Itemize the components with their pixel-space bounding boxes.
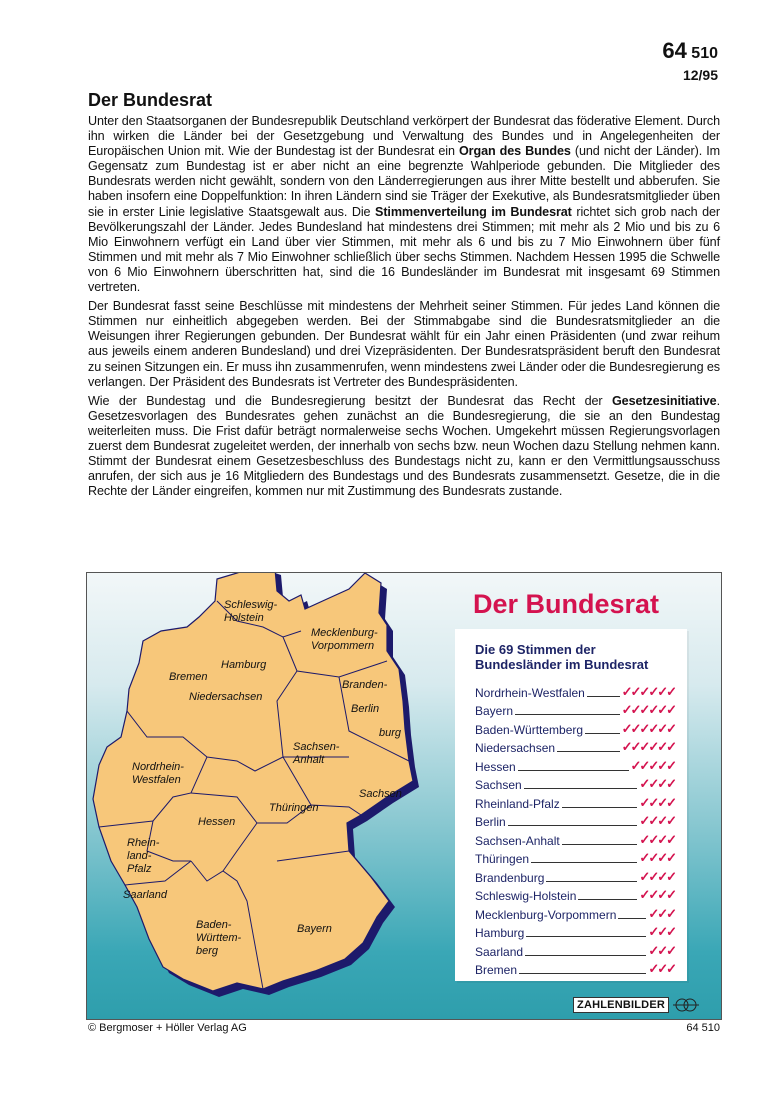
votes-title-line2: Bundesländer im Bundesrat (475, 657, 649, 672)
leader-line (585, 733, 620, 734)
votes-row (475, 755, 675, 774)
leader-line (562, 844, 638, 845)
vote-check-icons: ✓✓✓ (648, 905, 675, 921)
state-name: Sachsen (475, 778, 522, 792)
vote-check-icons: ✓✓✓✓✓✓ (621, 720, 675, 736)
votes-card-title (475, 642, 648, 672)
map-label: Sachsen- Anhalt (293, 741, 340, 766)
votes-title-line1: Die 69 Stimmen der (475, 642, 596, 657)
map-label: Bayern (297, 923, 332, 935)
paragraph-text: Der Bundesrat fasst seine Beschlüsse mit mindestens der Mehrheit seiner Stimmen. Für jedes Land können die Stimmen nur einheitlich abgegeben werden. Bei der Stimmabgabe sind die Bundesratsmitglieder an die Weisungen ihrer Regierungen gebunden. Der Bundesrat wählt für ein Jahr einen Präsidenten (und zwar reihum aus jeweils einem anderen Bundesland) und drei Vizepräsidenten. Der Bundesratspräsident beruft den Bundesrat zu seinen Sitzungen ein. Er muss ihn zusammenrufen, wenn mindestens zwei Länder oder die Bundesregierung es verlangen. Der Präsident des Bundesrats ist Vertreter des Bundespräsidenten. (88, 299, 720, 389)
state-name: Baden-Württemberg (475, 722, 584, 737)
leader-line (526, 936, 646, 937)
map-label: Hessen (198, 816, 236, 828)
votes-row (475, 903, 675, 922)
zahlenbilder-logo-icon (673, 998, 699, 1012)
state-name: Hessen (475, 759, 516, 774)
article-paragraph (88, 394, 720, 500)
votes-row (475, 811, 675, 830)
article-paragraph (88, 114, 720, 295)
map-label: Rhein- land- Pfalz (127, 837, 160, 875)
leader-line (525, 955, 646, 956)
state-name: Nordrhein-Westfalen (475, 685, 585, 700)
article-title: Der Bundesrat (88, 90, 213, 110)
vote-check-icons: ✓✓✓ (648, 924, 675, 939)
votes-row (475, 959, 675, 978)
leader-line (531, 862, 637, 863)
votes-row (475, 700, 675, 719)
vote-check-icons: ✓✓✓ (648, 942, 675, 958)
brand-mark (573, 997, 699, 1013)
doc-number (662, 40, 718, 82)
footer-doc-number: 64 510 (686, 1022, 720, 1034)
vote-check-icons: ✓✓✓✓✓✓ (621, 702, 675, 717)
map-label: Mecklenburg- Vorpommern (311, 627, 378, 652)
map-label: Thüringen (269, 802, 319, 814)
leader-line (562, 807, 638, 808)
vote-check-icons: ✓✓✓✓ (639, 794, 675, 810)
state-name: Niedersachsen (475, 741, 556, 755)
infographic-panel (86, 572, 722, 1020)
doc-number-small: 510 (691, 45, 718, 62)
paragraph-text: Unter den Staatsorganen der Bundesrepublik Deutschland verkörpert der Bundesrat das föderative Element. Durch ihn wirken die Länder bei der Gesetzgebung und Verwaltung des Bundes und in Angelegenheiten der Europäischen Union mit. Wie der Bundestag ist der Bundesrat ein (88, 114, 720, 159)
vote-check-icons: ✓✓✓✓ (639, 776, 675, 791)
map-label: Baden- Württem- berg (196, 919, 242, 957)
map-label: Hamburg (221, 659, 267, 671)
leader-line (546, 881, 637, 882)
map-label: Sachsen (359, 788, 402, 800)
copyright: © Bergmoser + Höller Verlag AG (88, 1022, 247, 1034)
vote-check-icons: ✓✓✓✓✓✓ (621, 683, 675, 699)
votes-row (475, 792, 675, 811)
leader-line (557, 751, 620, 752)
map-label: Niedersachsen (189, 691, 263, 703)
paragraph-text: . Gesetzesvorlagen des Bundesrates gehen zunächst an die Bundesregierung, die sie an den Bundestag weiterleiten muss. Die Frist dafür beträgt normalerweise sechs Wochen. Umgekehrt müssen Regierungsvorlagen zuerst dem Bundesrat zugeleitet werden, der innerhalb von sechs bzw. neun Wochen dazu Stellung nehmen kann. Stimmt der Bundesrat einem Gesetzesbeschluss des Bundestags nicht zu, kann er den Vermittlungsausschuss anrufen, der sich aus je 16 Mitgliedern des Bundestags und des Bundesrats zusammensetzt. Gesetze, die in die Rechte der Länder eingreifen, kommen nur mit Zustimmung des Bundesrats zustande. (88, 393, 720, 499)
emphasis-text: Organ des Bundes (458, 144, 571, 159)
vote-check-icons: ✓✓✓✓ (639, 850, 675, 865)
state-name: Thüringen (475, 852, 530, 866)
vote-check-icons: ✓✓✓✓ (639, 887, 675, 902)
paragraph-text: Wie der Bundestag und die Bundesregierung besitzt der Bundesrat das Recht der (88, 393, 612, 408)
votes-row (475, 848, 675, 867)
votes-row (475, 922, 675, 941)
votes-row (475, 774, 675, 793)
state-name: Saarland (475, 944, 524, 959)
votes-row (475, 885, 675, 904)
leader-line (618, 918, 646, 919)
brand-label: ZAHLENBILDER (573, 997, 669, 1013)
votes-list (475, 681, 675, 977)
votes-row (475, 829, 675, 848)
vote-check-icons: ✓✓✓✓ (639, 831, 675, 847)
map-label: Saarland (123, 889, 168, 901)
doc-date: 12/95 (682, 67, 718, 83)
leader-line (578, 899, 637, 900)
vote-check-icons: ✓✓✓ (648, 961, 675, 976)
doc-number-big: 64 (662, 38, 687, 63)
leader-line (508, 825, 638, 826)
votes-row (475, 681, 675, 700)
leader-line (587, 696, 620, 697)
vote-check-icons: ✓✓✓✓✓✓ (621, 739, 675, 754)
state-name: Schleswig-Holstein (475, 889, 577, 903)
vote-check-icons: ✓✓✓✓ (639, 868, 675, 884)
leader-line (524, 788, 638, 789)
state-name: Bayern (475, 704, 514, 718)
map-label: Berlin (351, 703, 380, 715)
map-label: Bremen (169, 671, 208, 683)
vote-check-icons: ✓✓✓✓✓ (630, 757, 675, 773)
state-name: Mecklenburg-Vorpommern (475, 907, 617, 922)
votes-card (455, 629, 687, 981)
leader-line (518, 770, 629, 771)
paragraph-text: richtet sich grob nach der Bevölkerungszahl der Länder. Jedes Bundesland hat mindestens drei Stimmen; mit mehr als 2 Mio und bis zu 6 Mio Einwohnern verfügt ein Land über vier Stimmen, mit mehr als 6 und bis zu 7 Mio Einwohnern über fünf Stimmen und mit mehr als 7 Mio Einwohner schließlich über sechs Stimmen. Nachdem Hessen 1995 die Schwelle von 6 Mio Einwohnern überschritten hat, sind die 16 Bundesländer im Bundesrat mit insgesamt 69 Stimmen vertreten. (88, 204, 720, 295)
votes-row (475, 940, 675, 959)
state-name: Bremen (475, 963, 518, 977)
map-label: Branden- (342, 679, 388, 691)
state-name: Brandenburg (475, 870, 545, 885)
article-body (88, 114, 720, 503)
state-name: Rheinland-Pfalz (475, 796, 560, 811)
map-label: Schleswig- Holstein (224, 599, 278, 624)
paragraph-text: (und nicht der Länder). Im Gegensatz zum Bundestag ist er aber nicht an eine begrenzte Wahlperiode gebunden. Die Mitglieder des Bundesrats werden nicht gewählt, sondern von den Länderregierungen aus ihrer Mitte bestellt und abberufen. Sie haben insofern eine Doppelfunktion: In ihren Ländern sind sie Träger der Exekutive, als Bundesratsmitglieder üben sie in erster Linie legislative Staatsgewalt aus. Die (88, 144, 720, 219)
state-name: Hamburg (475, 926, 525, 940)
votes-row (475, 737, 675, 756)
leader-line (519, 973, 646, 974)
infographic-title: Der Bundesrat (473, 589, 660, 619)
vote-check-icons: ✓✓✓✓ (639, 813, 675, 828)
votes-row (475, 866, 675, 885)
article-paragraph (88, 299, 720, 390)
emphasis-text: Stimmenverteilung im Bundesrat (375, 204, 572, 219)
state-name: Berlin (475, 815, 506, 829)
map-label: burg (379, 727, 402, 739)
state-name: Sachsen-Anhalt (475, 833, 560, 848)
leader-line (515, 714, 620, 715)
emphasis-text: Gesetzesinitiative (611, 393, 717, 408)
votes-row (475, 718, 675, 737)
map-label: Nordrhein- Westfalen (132, 761, 184, 786)
